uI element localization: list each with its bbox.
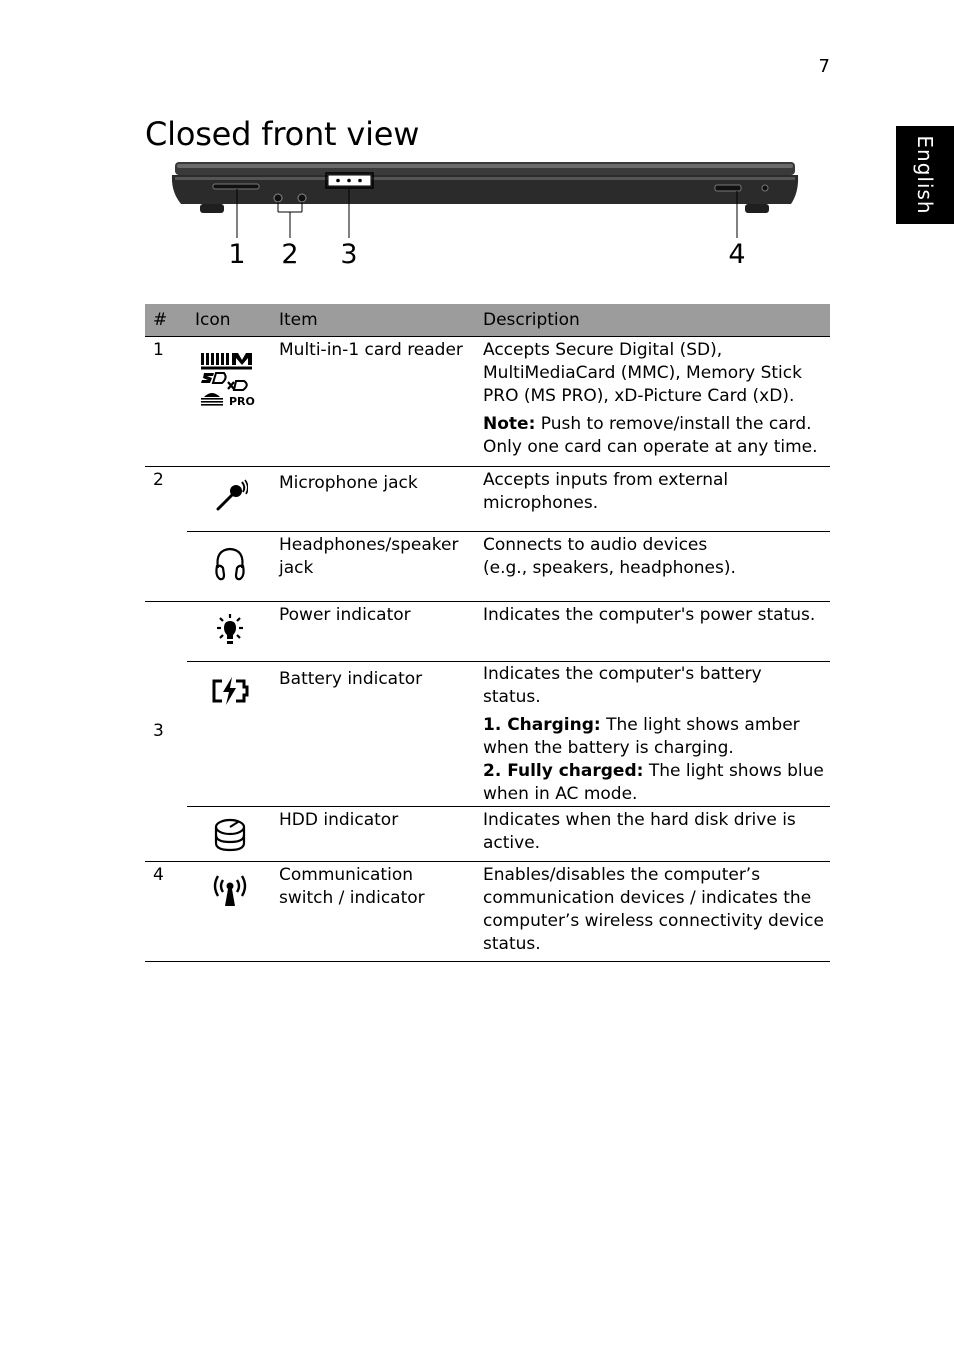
item-name: Power indicator bbox=[271, 602, 475, 662]
charging-text: The light shows amber when the battery is charging. bbox=[483, 715, 800, 758]
ports-table bbox=[145, 304, 830, 962]
item-name: Headphones/speaker jack bbox=[271, 532, 475, 602]
table-row bbox=[145, 862, 830, 962]
item-description: Accepts inputs from external microphones. bbox=[475, 467, 830, 532]
item-description bbox=[475, 662, 830, 807]
wireless-communication-icon bbox=[208, 874, 252, 908]
row-number: 2 bbox=[145, 467, 187, 532]
row-number bbox=[145, 532, 187, 602]
callout-3: 3 bbox=[340, 239, 358, 270]
item-description: Enables/disables the computer’s communication devices / indicates the computer’s wireless connectivity device status. bbox=[475, 862, 830, 962]
callout-4: 4 bbox=[728, 239, 746, 270]
table-row bbox=[145, 337, 830, 467]
note-label: Note: bbox=[483, 414, 536, 434]
language-tab bbox=[896, 126, 954, 224]
page-number: 7 bbox=[818, 56, 830, 77]
charging-note bbox=[483, 714, 824, 760]
hdd-icon bbox=[212, 817, 248, 853]
headphones-icon bbox=[213, 546, 247, 582]
item-name: Battery indicator bbox=[271, 662, 475, 807]
power-light-icon bbox=[212, 614, 248, 650]
laptop-front-illustration bbox=[145, 158, 830, 283]
microphone-icon bbox=[212, 479, 248, 515]
language-tab-label: English bbox=[913, 135, 937, 215]
item-name bbox=[271, 862, 475, 962]
battery-charging-icon bbox=[210, 676, 250, 706]
item-name: Microphone jack bbox=[271, 467, 475, 532]
item-name: Multi-in-1 card reader bbox=[279, 340, 463, 360]
multimedia-card-sd-xd-ms-pro-icon bbox=[198, 351, 262, 413]
header-description: Description bbox=[475, 304, 830, 337]
description-line: (e.g., speakers, headphones). bbox=[483, 558, 736, 578]
row-number: 1 bbox=[153, 340, 164, 360]
note-text: Push to remove/install the card. Only one card can operate at any time. bbox=[483, 414, 818, 457]
item-description bbox=[475, 337, 830, 467]
page-title: Closed front view bbox=[145, 115, 420, 153]
item-name: HDD indicator bbox=[271, 807, 475, 862]
full-note bbox=[483, 760, 824, 806]
description-text: Indicates the computer's battery status. bbox=[483, 664, 762, 707]
item-description: Indicates when the hard disk drive is active. bbox=[475, 807, 830, 862]
note bbox=[483, 413, 824, 459]
charging-label: 1. Charging: bbox=[483, 715, 601, 735]
table-header-row bbox=[145, 304, 830, 337]
item-description: Indicates the computer's power status. bbox=[475, 602, 830, 662]
header-item: Item bbox=[271, 304, 475, 337]
item-name-line: switch / indicator bbox=[279, 888, 425, 908]
row-number: 3 bbox=[145, 602, 187, 862]
header-icon: Icon bbox=[187, 304, 271, 337]
description-text: Accepts Secure Digital (SD), MultiMediaCard (MMC), Memory Stick PRO (MS PRO), xD-Picture Card (xD). bbox=[483, 340, 802, 406]
table-row bbox=[145, 467, 830, 532]
item-description bbox=[475, 532, 830, 602]
table-row bbox=[145, 662, 830, 807]
table-row bbox=[145, 532, 830, 602]
table-row bbox=[145, 807, 830, 862]
item-name-line: Communication bbox=[279, 865, 413, 885]
row-number: 4 bbox=[145, 862, 187, 962]
full-text: The light shows blue when in AC mode. bbox=[483, 761, 824, 804]
full-label: 2. Fully charged: bbox=[483, 761, 644, 781]
header-num: # bbox=[145, 304, 187, 337]
description-line: Connects to audio devices bbox=[483, 535, 708, 555]
svg-text:PRO: PRO bbox=[229, 395, 255, 408]
callout-1: 1 bbox=[228, 239, 246, 270]
callout-2: 2 bbox=[281, 239, 299, 270]
table-row bbox=[145, 602, 830, 662]
